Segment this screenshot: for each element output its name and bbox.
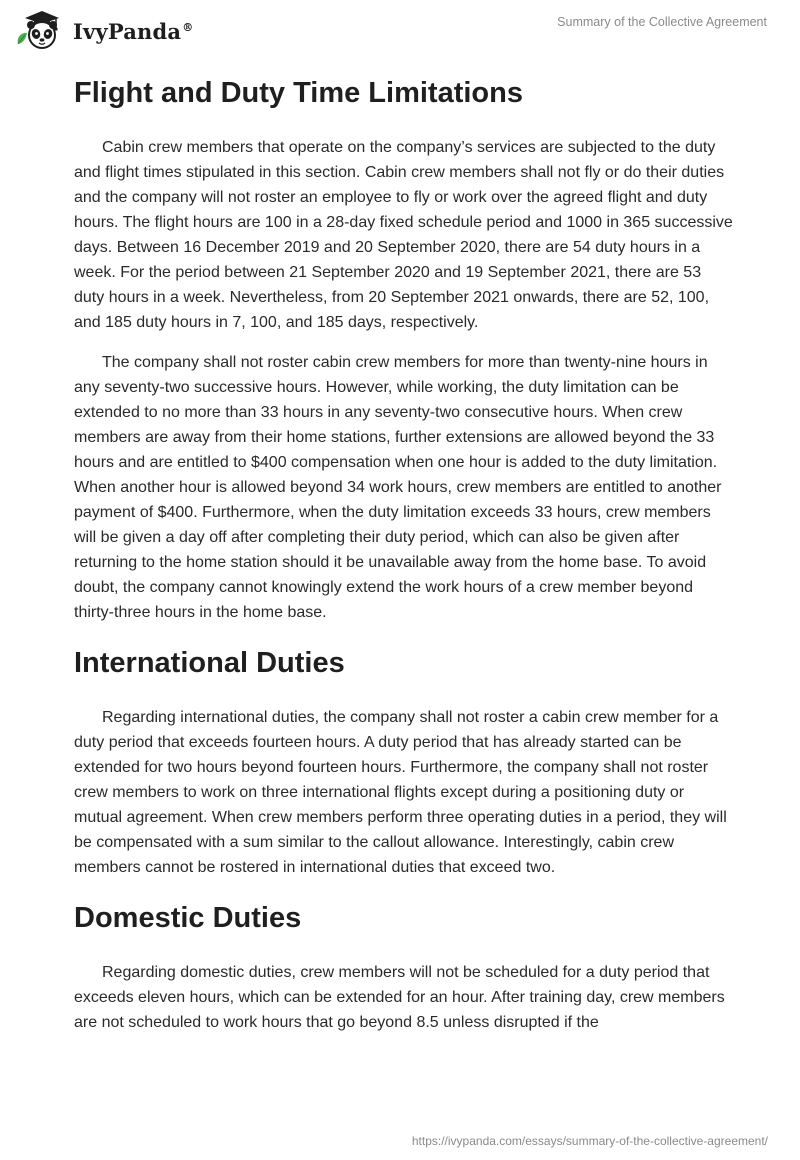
paragraph: Regarding international duties, the company shall not roster a cabin crew member for a duty period that exceeds fourteen hours. A duty period that has already started can be extended for two hours beyond fourteen hours. Furthermore, the company shall not roster crew members to work on three international flights except during a positioning duty or mutual agreement. When crew members perform three operating duties in a period, they will be compensated with a sum similar to the callout allowance. Interestingly, cabin crew members cannot be rostered in international duties that exceed two.: [74, 709, 727, 876]
page-header: [0, 0, 800, 60]
panda-graduate-icon: [15, 8, 63, 52]
paragraph: The company shall not roster cabin crew members for more than twenty-nine hours in any seventy-two successive hours. However, while working, the duty limitation can be extended to no more than 33 hours in any seventy-two consecutive hours. When crew members are away from their home stations, further extensions are allowed beyond the 33 hours and are entitled to $400 compensation when one hour is added to the duty limitation. When another hour is allowed beyond 34 work hours, crew members are entitled to another payment of $400. Furthermore, when the duty limitation exceeds 33 hours, crew members will be given a day off after completing their duty period, which can also be given after returning to the home station should it be unavailable away from the home base. To avoid doubt, the company cannot knowingly extend the work hours of a crew member beyond thirty-three hours in the home base.: [74, 354, 722, 621]
brand-logo[interactable]: [15, 8, 193, 52]
brand-name-text: IvyPanda: [73, 18, 182, 44]
paragraph: Regarding domestic duties, crew members will not be scheduled for a duty period that exceeds eleven hours, which can be extended for an hour. After training day, crew members are not scheduled to work hours that go beyond 8.5 unless disrupted if the: [74, 964, 725, 1031]
section-heading-flight-duty: Flight and Duty Time Limitations: [74, 77, 523, 109]
essay-content: [74, 68, 734, 1035]
section-heading-domestic-duties: Domestic Duties: [74, 902, 302, 934]
brand-name: [73, 19, 193, 44]
document-title: Summary of the Collective Agreement: [557, 15, 767, 29]
paragraph: Cabin crew members that operate on the company’s services are subjected to the duty and flight times stipulated in this section. Cabin crew members shall not fly or do their duties and the company will not roster an employee to fly or work over the agreed flight and duty hours. The flight hours are 100 in a 28-day fixed schedule period and 1000 in 365 successive days. Between 16 December 2019 and 20 September 2020, there are 54 duty hours in a week. For the period between 21 September 2020 and 19 September 2021, there are 53 duty hours in a week. Nevertheless, from 20 September 2021 onwards, there are 52, 100, and 185 duty hours in 7, 100, and 185 days, respectively.: [74, 139, 733, 331]
source-url[interactable]: https://ivypanda.com/essays/summary-of-the-collective-agreement/: [411, 1134, 768, 1148]
registered-mark: ®: [182, 20, 194, 34]
section-heading-international-duties: International Duties: [74, 647, 345, 679]
